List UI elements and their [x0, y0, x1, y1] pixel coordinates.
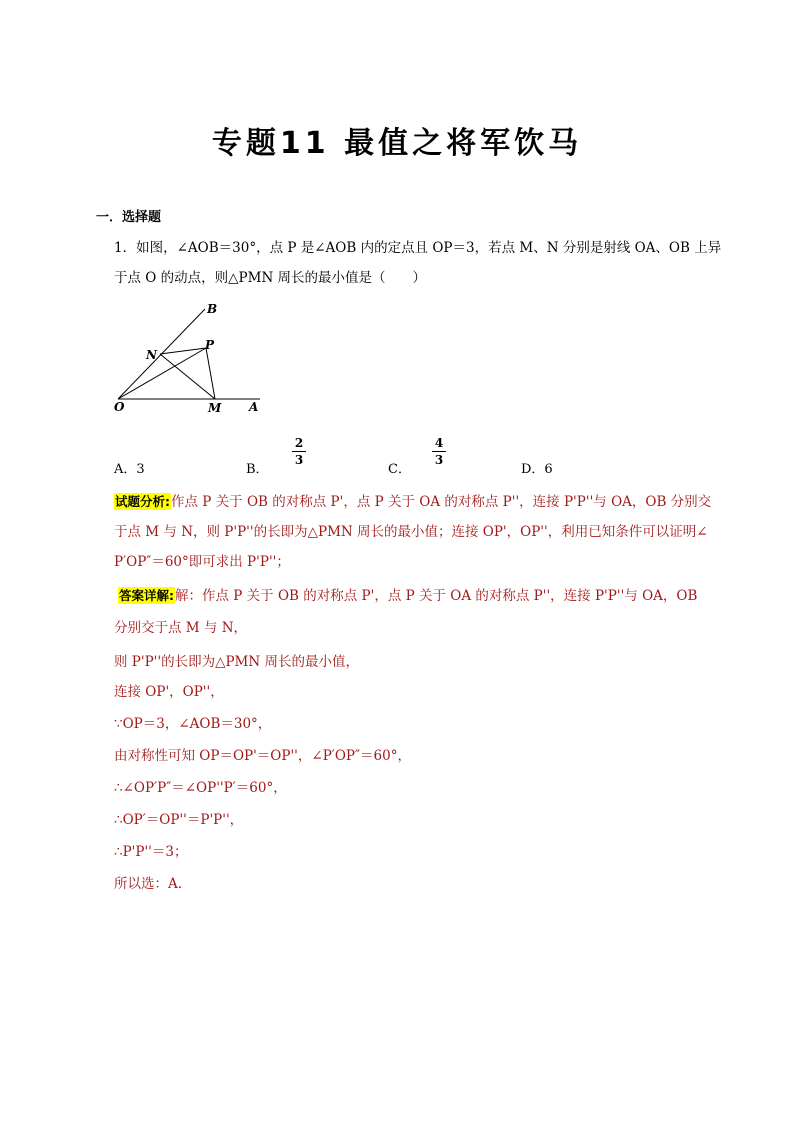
analysis-text-1: 作点 P 关于 OB 的对称点 P'，点 P 关于 OA 的对称点 P''，连接 P'P''与 OA，OB 分别交 — [171, 494, 712, 510]
analysis-line-1 — [114, 492, 711, 512]
section-heading: 一．选择题 — [96, 210, 162, 225]
label-P: P — [205, 338, 215, 352]
segment-NM — [160, 354, 215, 399]
option-c-fraction — [432, 436, 446, 467]
option-d: D．6 — [521, 462, 553, 477]
option-c-denominator: 3 — [434, 453, 444, 467]
label-M: M — [208, 401, 222, 415]
label-B: B — [207, 302, 218, 316]
segment-PM — [206, 348, 215, 399]
analysis-tag: 试题分析: — [115, 494, 170, 509]
option-b-fraction — [292, 436, 306, 467]
answer-line-9: ∴P'P''＝3； — [114, 844, 188, 860]
geometry-figure — [108, 300, 278, 420]
label-A: A — [249, 400, 259, 414]
answer-text-1: 解：作点 P 关于 OB 的对称点 P'，点 P 关于 OA 的对称点 P''，连接 P'P''与 OA，OB — [175, 588, 698, 604]
question-line-1: 1．如图，∠AOB＝30°，点 P 是∠AOB 内的定点且 OP＝3，若点 M、N 分别是射线 OA、OB 上异 — [114, 240, 722, 256]
option-a: A．3 — [114, 462, 145, 477]
fraction-bar — [292, 451, 306, 452]
answer-line-3: 则 P'P''的长即为△PMN 周长的最小值， — [114, 654, 359, 670]
answer-line-4: 连接 OP'，OP''， — [114, 684, 224, 700]
option-b-numerator: 2 — [294, 436, 304, 450]
option-c-numerator: 4 — [434, 436, 444, 450]
option-b-prefix: B． — [246, 462, 269, 477]
page-title: 专题11 最值之将军饮马 — [211, 126, 583, 161]
answer-line-1 — [118, 586, 697, 606]
answer-line-5: ∵OP＝3，∠AOB＝30°， — [114, 716, 272, 732]
analysis-line-2: 于点 M 与 N，则 P'P''的长即为△PMN 周长的最小值；连接 OP'，OP''，利用已知条件可以证明∠ — [114, 524, 708, 540]
option-b-denominator: 3 — [294, 453, 304, 467]
option-c-prefix: C． — [388, 462, 411, 477]
fraction-bar — [432, 451, 446, 452]
answer-line-8: ∴OP′＝OP''＝P'P''， — [114, 812, 244, 828]
answer-tag: 答案详解: — [119, 588, 174, 603]
analysis-line-3: P′OP″＝60°即可求出 P'P''； — [114, 554, 290, 570]
answer-line-7: ∴∠OP′P″＝∠OP''P′＝60°， — [114, 780, 287, 796]
label-N: N — [146, 348, 157, 362]
answer-line-6: 由对称性可知 OP＝OP'＝OP''，∠P′OP″＝60°， — [114, 748, 411, 764]
answer-line-2: 分别交于点 M 与 N， — [114, 620, 248, 636]
label-O: O — [114, 400, 125, 414]
answer-line-10: 所以选：A. — [114, 876, 183, 892]
question-line-2: 于点 O 的动点，则△PMN 周长的最小值是（ ） — [114, 270, 427, 286]
